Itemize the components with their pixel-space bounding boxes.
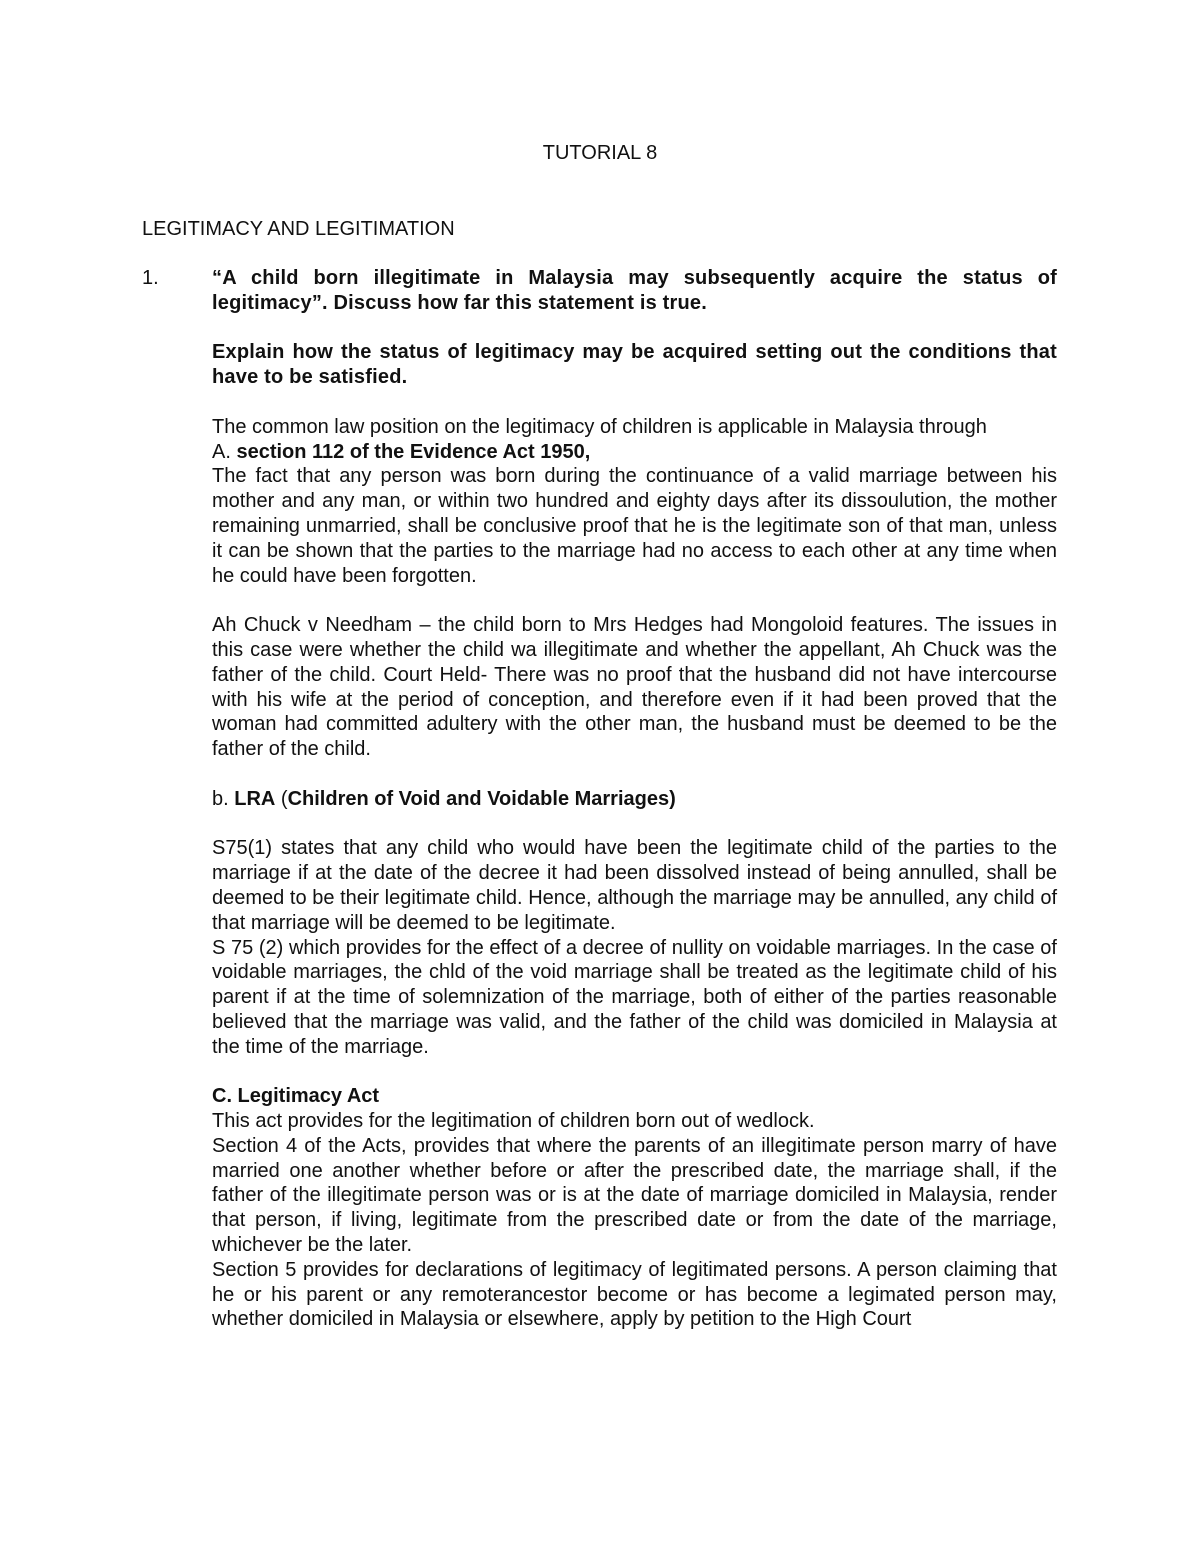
document-body — [212, 266, 1057, 1332]
section-a-prefix: A. — [212, 440, 237, 463]
section-c-intro: This act provides for the legitimation of children born out of wedlock. — [212, 1110, 815, 1133]
s75-2-paragraph: S 75 (2) which provides for the effect of a decree of nullity on voidable marriages. In the case of voidable marriages, the chld of the void marriage shall be treated as the legitimate child of his parent if at the time of solemnization of the marriage, both of either of the parties reasonable believed that the marriage was valid, and the father of the child was domiciled in Malaysia at the time of the marriage. — [212, 936, 1057, 1058]
intro-paragraph: The common law position on the legitimacy of children is applicable in Malaysia through — [212, 415, 987, 438]
section-b-heading — [212, 787, 1057, 812]
section-b-open: ( — [275, 787, 288, 810]
question-subtext: Explain how the status of legitimacy may be acquired setting out the conditions that have to be satisfied. — [212, 341, 1057, 389]
section-4-paragraph: Section 4 of the Acts, provides that where the parents of an illegitimate person marry of have married one another whether before or after the prescribed date, the marriage shall, if the father of the illegitimate person was or is at the date of marriage domiciled in Malaysia, render that person, if living, legitimate from the prescribed date or from the date of the marriage, whichever be the later. — [212, 1134, 1057, 1257]
section-c-title: C. Legitimacy Act — [212, 1085, 380, 1108]
section-b-lra: LRA — [234, 787, 276, 810]
section-heading: LEGITIMACY AND LEGITIMATION — [142, 218, 455, 240]
document-title: TUTORIAL 8 — [542, 142, 658, 164]
section-a-title: section 112 of the Evidence Act 1950, — [236, 440, 591, 463]
case-paragraph: Ah Chuck v Needham – the child born to Mrs Hedges had Mongoloid features. The issues in this case were whether the child wa illegitimate and whether the appellant, Ah Chuck was the father of the child. Court Held- There was no proof that the husband did not have intercourse with his wife at the period of conception, and therefore even if it had been proved that the woman had committed adultery with the other man, the husband must be deemed to be the father of the child. — [212, 614, 1057, 761]
section-a-body: The fact that any person was born during the continuance of a valid marriage between his mother and any man, or within two hundred and eighty days after its dissoulution, the mother remaining unmarried, shall be conclusive proof that he is the legitimate son of that man, unless it can be shown that the parties to the marriage had no access to each other at any time when he could have been forgotten. — [212, 465, 1057, 587]
section-5-paragraph: Section 5 provides for declarations of legitimacy of legitimated persons. A person claiming that he or his parent or any remoterancestor become or has become a legimated person may, whether domiciled in Malaysia or elsewhere, apply by petition to the High Court — [212, 1258, 1057, 1331]
question-text: “A child born illegitimate in Malaysia may subsequently acquire the status of legitimacy”. Discuss how far this statement is true. — [212, 267, 1057, 314]
section-b-prefix: b. — [212, 787, 235, 810]
section-a-heading — [212, 440, 1057, 465]
s75-1-paragraph: S75(1) states that any child who would have been the legitimate child of the parties to the marriage if at the date of the decree it had been dissolved instead of being annulled, shall be deemed to be their legitimate child. Hence, although the marriage may be annulled, any child of that marriage will be deemed to be legitimate. — [212, 837, 1057, 934]
question-number: 1. — [142, 267, 159, 289]
section-b-title: Children of Void and Voidable Marriages) — [287, 787, 676, 810]
